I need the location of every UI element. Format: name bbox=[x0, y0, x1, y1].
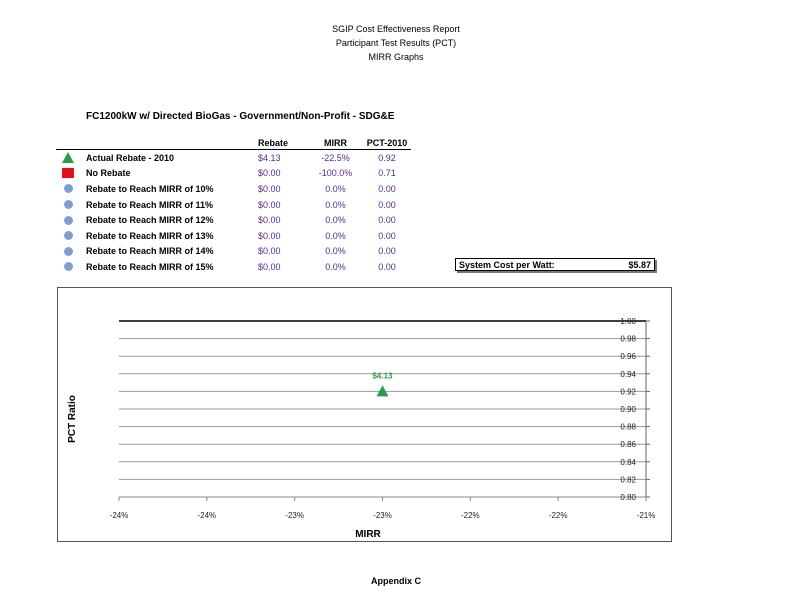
row-label: Rebate to Reach MIRR of 10% bbox=[86, 183, 214, 194]
row-rebate: $0.00 bbox=[258, 199, 281, 210]
row-mirr: 0.0% bbox=[325, 183, 346, 194]
table-row bbox=[56, 181, 411, 197]
svg-text:0.98: 0.98 bbox=[620, 334, 636, 344]
svg-text:0.82: 0.82 bbox=[620, 475, 636, 485]
circle-marker-icon bbox=[64, 216, 73, 225]
row-pct: 0.71 bbox=[378, 168, 396, 179]
svg-text:0.88: 0.88 bbox=[620, 422, 636, 432]
scenario-title: FC1200kW w/ Directed BioGas - Government/Non-Profit - SDG&E bbox=[86, 111, 395, 122]
row-rebate: $0.00 bbox=[258, 215, 281, 226]
row-label: Actual Rebate - 2010 bbox=[86, 152, 175, 163]
row-mirr: -22.5% bbox=[321, 152, 350, 163]
row-mirr: 0.0% bbox=[325, 215, 346, 226]
row-rebate: $0.00 bbox=[258, 183, 281, 194]
row-pct: 0.92 bbox=[378, 152, 396, 163]
row-rebate: $0.00 bbox=[258, 168, 281, 179]
table-row bbox=[56, 166, 411, 182]
square-marker-icon bbox=[62, 168, 74, 178]
row-rebate: $0.00 bbox=[258, 246, 281, 257]
row-pct: 0.00 bbox=[378, 199, 396, 210]
svg-text:-22%: -22% bbox=[548, 511, 568, 520]
svg-text:0.92: 0.92 bbox=[620, 387, 636, 397]
x-axis-title: MIRR bbox=[355, 529, 381, 540]
row-mirr: 0.0% bbox=[325, 261, 346, 272]
header-mirr: MIRR bbox=[308, 136, 363, 150]
svg-text:$4.13: $4.13 bbox=[372, 371, 393, 381]
svg-text:-23%: -23% bbox=[373, 511, 392, 520]
circle-marker-icon bbox=[64, 184, 73, 193]
circle-marker-icon bbox=[64, 200, 73, 209]
svg-text:-21%: -21% bbox=[636, 511, 656, 520]
table-row bbox=[56, 244, 411, 260]
system-cost-box bbox=[455, 258, 655, 271]
row-mirr: -100.0% bbox=[318, 168, 353, 179]
row-label: Rebate to Reach MIRR of 13% bbox=[86, 230, 214, 241]
svg-text:-23%: -23% bbox=[285, 511, 305, 520]
triangle-marker-icon bbox=[62, 152, 74, 163]
svg-text:-22%: -22% bbox=[460, 511, 480, 520]
report-section: MIRR Graphs bbox=[368, 52, 424, 62]
svg-text:0.80: 0.80 bbox=[620, 493, 636, 502]
row-label: Rebate to Reach MIRR of 15% bbox=[86, 261, 214, 272]
report-title: SGIP Cost Effectiveness Report bbox=[332, 24, 460, 34]
header-pct: PCT-2010 bbox=[363, 136, 411, 150]
circle-marker-icon bbox=[64, 262, 73, 271]
svg-text:-24%: -24% bbox=[197, 511, 217, 520]
svg-text:0.96: 0.96 bbox=[620, 352, 636, 362]
header-label bbox=[86, 136, 258, 150]
row-rebate: $0.00 bbox=[258, 230, 281, 241]
row-label: Rebate to Reach MIRR of 14% bbox=[86, 246, 214, 257]
row-mirr: 0.0% bbox=[325, 199, 346, 210]
circle-marker-icon bbox=[64, 247, 73, 256]
row-pct: 0.00 bbox=[378, 230, 396, 241]
row-mirr: 0.0% bbox=[325, 230, 346, 241]
row-pct: 0.00 bbox=[378, 261, 396, 272]
table-row bbox=[56, 228, 411, 244]
row-mirr: 0.0% bbox=[325, 246, 346, 257]
row-rebate: $0.00 bbox=[258, 261, 281, 272]
header-marker bbox=[56, 136, 86, 150]
row-rebate: $4.13 bbox=[258, 152, 281, 163]
svg-text:0.94: 0.94 bbox=[620, 369, 636, 379]
svg-text:0.90: 0.90 bbox=[620, 405, 636, 414]
row-label: No Rebate bbox=[86, 168, 131, 179]
table-row bbox=[56, 150, 411, 166]
table-row bbox=[56, 197, 411, 213]
system-cost-value: $5.87 bbox=[628, 259, 651, 270]
y-axis-title: PCT Ratio bbox=[67, 395, 78, 443]
circle-marker-icon bbox=[64, 231, 73, 240]
results-table bbox=[56, 136, 411, 275]
row-label: Rebate to Reach MIRR of 12% bbox=[86, 215, 214, 226]
chart-frame bbox=[57, 287, 672, 542]
svg-text:-24%: -24% bbox=[109, 511, 129, 520]
header-rebate: Rebate bbox=[258, 136, 308, 150]
table-row bbox=[56, 259, 411, 275]
svg-text:1.00: 1.00 bbox=[620, 317, 636, 326]
report-subtitle: Participant Test Results (PCT) bbox=[335, 38, 457, 48]
row-pct: 0.00 bbox=[378, 215, 396, 226]
row-label: Rebate to Reach MIRR of 11% bbox=[86, 199, 214, 210]
table-row bbox=[56, 212, 411, 228]
footer-appendix: Appendix C bbox=[370, 576, 421, 586]
system-cost-label: System Cost per Watt: bbox=[459, 259, 555, 270]
row-pct: 0.00 bbox=[378, 183, 396, 194]
row-pct: 0.00 bbox=[378, 246, 396, 257]
svg-text:0.86: 0.86 bbox=[620, 440, 636, 450]
svg-text:0.84: 0.84 bbox=[620, 457, 636, 467]
